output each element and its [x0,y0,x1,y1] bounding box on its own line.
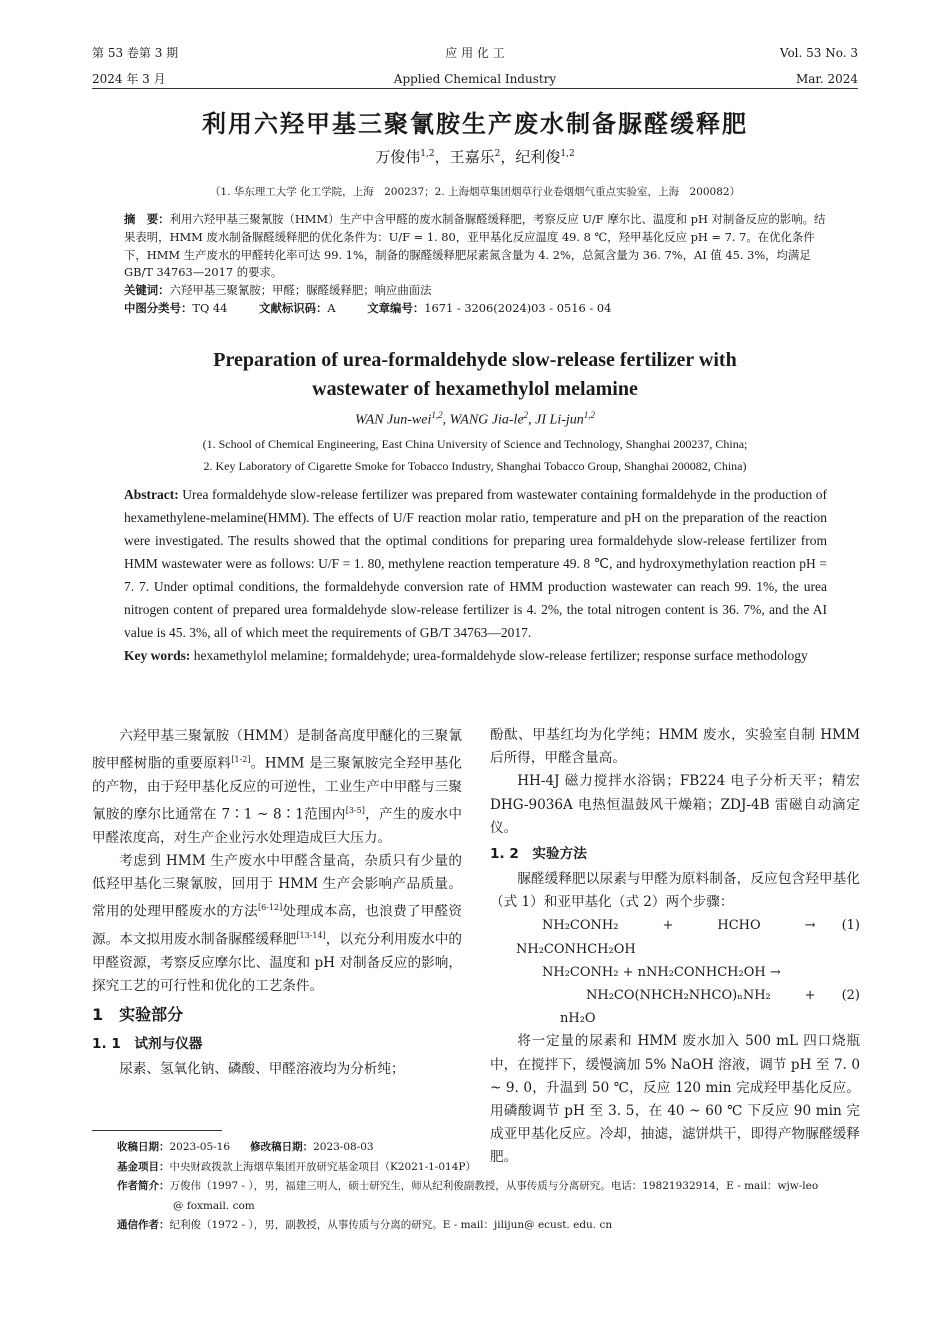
title-en-line2: wastewater of hexamethylol melamine [312,378,638,400]
instruments-paragraph: HH-4J 磁力搅拌水浴锅；FB224 电子分析天平；精宏 DHG-9036A 电热恒温鼓风干燥箱；ZDJ-4B 雷磁自动滴定仪。 [490,773,860,836]
clc-label: 中图分类号： [124,300,193,315]
article-no-value: 1671 - 3206(2024)03 - 0516 - 04 [424,300,612,315]
publication-date: 2024 年 3 月 [92,72,166,86]
equation-number: (1) [841,918,860,934]
author-name: 万俊伟 [375,148,421,166]
journal-volume-info-en [780,40,858,92]
equation-1: NH₂CONH₂ + HCHO → NH₂CONHCH₂OH (1) [490,914,860,960]
body-column-right [490,724,860,1170]
abstract-en-text: Urea formaldehyde slow-release fertilizer was prepared from wastewater containing formaldehyde in the production of hexamethylene-melamine(HMM). The effects of U/F reaction molar ratio, temperature and pH on the preparation of the reaction were investigated. The results showed that the optimal conditions for preparing urea formaldehyde slow-release fertilizer from HMM wastewater were as follows: U/F = 1. 80, methylene reaction temperature 49. 8 ℃, and hydroxymethylation reaction pH = 7. 7. Under optimal conditions, the formaldehyde conversion rate of HMM production wastewater can reach 99. 1%, the urea nitrogen content of prepared urea formaldehyde slow-release fertilizer is 4. 2%, the total nitrogen content is 36. 7%, and the AI value is 45. 3%, all of which meet the requirements of GB/T 34763—2017. [124,487,828,640]
equation-2-line2: NH₂CO(NHCH₂NHCO)ₙNH₂ + nH₂O (2) [490,984,860,1030]
author-list-en: WAN Jun-wei$^{1,2}$, WANG Jia-$le^2$, JI Li-jun$^{1,2}$ [354,410,596,428]
funding-line: 基金项目：中央财政拨款上海烟草集团开放研究基金项目（K2021-1-014P） [117,1160,476,1173]
subsection-heading-reagents: 1. 1 试剂与仪器 [92,1036,203,1053]
dates-line: 收稿日期：2023-05-16 修改稿日期：2023-08-03 [117,1141,374,1153]
abstract-label: 摘 要： [124,212,170,226]
abstract-en [124,483,827,667]
body-column-left [92,725,462,1082]
subsection-heading-methods: 1. 2 实验方法 [490,846,587,863]
citation[interactable]: [13-14] [296,931,326,941]
reagents-paragraph: 尿素、氢氧化钠、磷酸、甲醛溶液均为分析纯； [119,1061,405,1078]
article-no-label: 文章编号： [367,300,425,315]
author-list-cn: 万俊伟$^{1,2}$，王嘉乐$^2$，纪利俊$^{1,2}$ [375,148,575,166]
author-affil-sup: 2 [523,410,529,420]
journal-name-cn: 应 用 化 工 [445,46,505,60]
volume-issue: 第 53 卷第 3 期 [92,46,179,60]
citation[interactable]: [6-12] [257,903,283,913]
author-name: 纪利俊 [515,148,561,166]
author-bio-email-cont: @ foxmail. com [173,1199,255,1212]
clc-value: TQ 44 [192,300,228,315]
doc-code-value: A [327,300,336,315]
title-en-line1: Preparation of urea-formaldehyde slow-release fertilizer with [213,349,737,371]
keywords-label: 关键词： [124,283,170,298]
citation[interactable]: [3-5] [345,806,365,816]
equation-number: (2) [841,988,860,1004]
publication-date-en: Mar. 2024 [795,72,858,86]
abstract-text: 利用六羟甲基三聚氰胺（HMM）生产中含甲醛的废水制备脲醛缓释肥，考察反应 U/F 摩尔比、温度和 pH 对制备反应的影响。结果表明，HMM 废水制备脲醛缓释肥的优化条件为：U/F = 1. 80，亚甲基化反应温度 49. 8 ℃，羟甲基化反应 pH = 7. 7。在优化条件下，HMM 生产废水的甲醛转化率可达 99. 1%，制备的脲醛缓释肥尿素氮含量为 4. 2%，总氮含量为 36. 7%，AI 值 45. 3%，均满足 GB/T 34763—2017 的要求。 [124,212,826,280]
volume-issue-en: Vol. 53 No. 3 [779,46,858,60]
author-name-en: WAN Jun-wei [354,412,432,428]
author-name-en: WANG Jia-le [449,412,524,428]
paper-title-cn: 利用六羟甲基三聚氰胺生产废水制备脲醛缓释肥 [202,110,748,138]
footnote-divider [92,1130,222,1131]
keywords-en-label: Key words: [124,648,191,663]
header-divider [92,88,858,89]
affiliation-en-1: (1. School of Chemical Engineering, East China University of Science and Technology, Shanghai 200237, China; [202,437,748,451]
affiliation-en [0,433,950,477]
intro-paragraph-2: 考虑到 HMM 生产废水中甲醛含量高，杂质只有少量的低羟甲基化三聚氰胺，回用于 HMM 生产会影响产品质量。常用的处理甲醛废水的方法[6-12]处理成本高，也浪费了甲醛资源。本文拟用废水制备脲醛缓释肥[13-14]，以充分利用废水中的甲醛资源，考察反应摩尔比、温度和 pH 对制备反应的影响，探究工艺的可行性和优化的工艺条件。 [92,853,463,995]
abstract-en-label: Abstract: [124,487,179,502]
keywords-en-text: hexamethylol melamine; formaldehyde; urea-formaldehyde slow-release fertilizer; response surface methodology [193,648,808,663]
equation-2-line1: NH₂CONH₂ + nNH₂CONHCH₂OH → [542,964,781,980]
abstract-cn [124,211,828,318]
author-bio-line: 作者简介：万俊伟（1997 - ），男，福建三明人，硕士研究生，师从纪利俊副教授，从事传质与分离研究。电话：19821932914，E - mail：wjw-leo [117,1180,819,1192]
author-affil-sup: 1,2 [420,149,435,159]
keywords-text: 六羟甲基三聚氰胺；甲醛；脲醛缓释肥；响应曲面法 [169,283,432,298]
methods-paragraph-1: 脲醛缓释肥以尿素与甲醛为原料制备，反应包含羟甲基化（式 1）和亚甲基化（式 2）两个步骤： [490,871,860,911]
corresponding-author-line: 通信作者：纪利俊（1972 - ），男，副教授，从事传质与分离的研究。E - mail：jilijun@ ecust. edu. cn [117,1219,613,1231]
author-affil-sup: 1,2 [560,149,575,159]
affiliation-cn: （1. 华东理工大学 化工学院，上海 200237；2. 上海烟草集团烟草行业卷烟烟气重点实验室，上海 200082） [209,186,741,198]
reagents-paragraph-cont: 酚酞、甲基红均为化学纯；HMM 废水，实验室自制 HMM 后所得，甲醛含量高。 [490,727,860,767]
affiliation-en-2: 2. Key Laboratory of Cigarette Smoke for Tobacco Industry, Shanghai Tobacco Group, Shanghai 200082, China) [203,459,747,473]
methods-paragraph-2: 将一定量的尿素和 HMM 废水加入 500 mL 四口烧瓶中，在搅拌下，缓慢滴加 5% NaOH 溶液，调节 pH 至 7. 0 ~ 9. 0，升温到 50 ℃，反应 120 min 完成羟甲基化反应。用磷酸调节 pH 至 3. 5，在 40 ~ 60 ℃ 下反应 90 min 完成亚甲基化反应。冷却，抽滤，滤饼烘干，即得产物脲醛缓释肥。 [490,1033,860,1166]
author-affil-sup: 1,2 [583,410,596,420]
doc-code-label: 文献标识码： [259,300,328,315]
author-affil-sup: 2 [494,149,501,159]
author-name-en: JI Li-jun [535,412,584,428]
author-affil-sup: 1,2 [431,410,443,420]
classification-line [124,300,828,318]
citation[interactable]: [1-2] [231,755,251,765]
footnotes [117,1138,862,1236]
author-name: 王嘉乐 [449,148,495,166]
paper-title-en [0,346,950,404]
intro-paragraph-1: 六羟甲基三聚氰胺（HMM）是制备高度甲醚化的三聚氰胺甲醛树脂的重要原料[1-2]。HMM 是三聚氰胺完全羟甲基化的产物，由于羟甲基化反应的可逆性，工业生产中甲醛与三聚氰胺的摩尔比通常在 7∶1 ~ 8∶1范围内[3-5]，产生的废水中甲醛浓度高，对生产企业污水处理造成巨大压力。 [92,728,462,846]
journal-name-en: Applied Chemical Industry [393,72,557,86]
section-heading-experimental: 1 实验部分 [92,1005,184,1025]
